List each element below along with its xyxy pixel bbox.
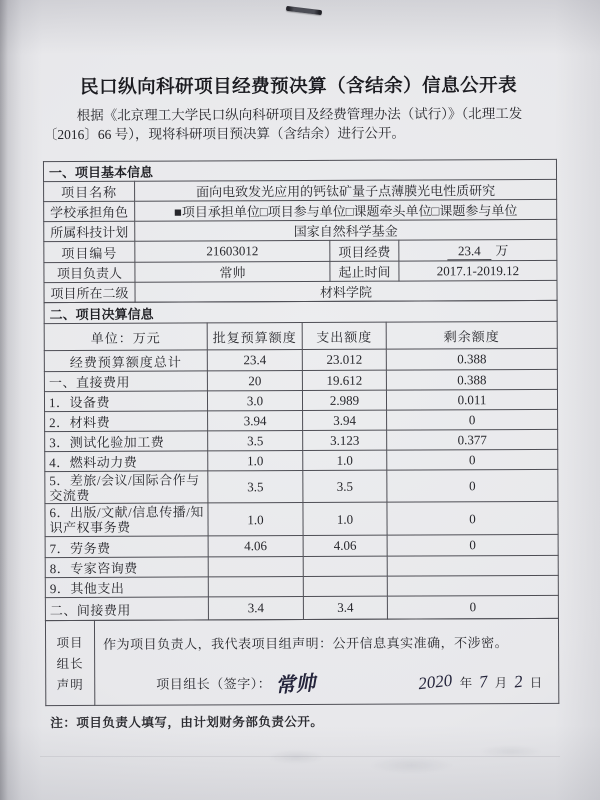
intro-paragraph <box>44 105 553 144</box>
budget-cell-spent: 4.06 <box>303 535 387 556</box>
table-row <box>44 348 557 371</box>
budget-cell-remaining: 0 <box>387 595 558 619</box>
budget-row-label: 7．劳务费 <box>45 536 208 558</box>
footer-note: 注：项目负责人填写，由计划财务部负责公开。 <box>50 714 324 731</box>
table-row <box>44 260 557 282</box>
budget-row-label: 1．设备费 <box>44 391 207 412</box>
funds-amount: 23.4 <box>447 243 491 260</box>
table-row <box>45 501 558 536</box>
funds-label: 项目经费 <box>330 240 399 261</box>
budget-cell-spent: 3.4 <box>303 596 387 619</box>
budget-row-label: 4．燃料动力费 <box>45 451 208 472</box>
table-row <box>45 409 558 431</box>
table-row <box>44 179 557 201</box>
month-unit-label: 月 <box>494 675 508 690</box>
period-value: 2017.1-2019.12 <box>399 260 557 281</box>
table-row <box>44 199 557 221</box>
budget-cell-approved: 4.06 <box>208 535 303 556</box>
table-row <box>45 618 558 705</box>
period-label: 起止时间 <box>330 261 399 281</box>
handwritten-signature: 常帅 <box>274 672 317 698</box>
table-row <box>45 429 558 451</box>
section-header-budget <box>44 300 557 323</box>
project-number-value: 21603012 <box>135 240 330 262</box>
year-unit-label: 年 <box>459 675 473 690</box>
funds-value-cell <box>399 239 557 261</box>
budget-header-row <box>44 321 557 350</box>
budget-cell-approved: 3.94 <box>208 410 303 430</box>
page-title: 民口纵向科研项目经费预决算（含结余）信息公开表 <box>80 76 518 98</box>
role-checkbox-value: ■项目承担单位□项目参与单位□课题牵头单位□课题参与单位 <box>135 199 557 221</box>
budget-row-label: 9．其他支出 <box>45 577 208 598</box>
table-row <box>45 469 558 503</box>
budget-cell-approved: 1.0 <box>208 450 303 470</box>
budget-cell-approved <box>208 556 303 576</box>
project-number-label: 项目编号 <box>44 241 135 262</box>
budget-col-spent: 支出额度 <box>302 322 386 349</box>
day-unit-label: 日 <box>529 675 543 690</box>
budget-cell-approved: 3.4 <box>208 596 303 619</box>
budget-cell-remaining: 0 <box>387 449 558 470</box>
budget-row-label: 一、直接费用 <box>44 371 207 392</box>
budget-cell-remaining: 0.388 <box>386 369 557 390</box>
budget-row-label: 5．差旅/会议/国际合作与交流费 <box>45 471 208 504</box>
budget-row-label: 3．测试化验加工费 <box>45 431 208 452</box>
intro-line-1: 根据《北京理工大学民口纵向科研项目及经费管理办法（试行）》（北理工发 <box>76 106 523 123</box>
budget-cell-spent <box>303 576 387 596</box>
declaration-label-line: 组长 <box>56 656 84 672</box>
budget-cell-approved: 20 <box>207 370 302 390</box>
declaration-label <box>45 620 94 705</box>
budget-cell-remaining <box>387 575 558 596</box>
table-row <box>44 389 557 411</box>
budget-cell-spent: 2.989 <box>302 390 386 410</box>
funds-unit: 万 <box>495 243 509 259</box>
budget-cell-approved: 3.5 <box>208 430 303 450</box>
budget-cell-spent: 1.0 <box>303 450 387 470</box>
table-row <box>45 595 558 620</box>
role-label: 学校承担角色 <box>44 201 135 221</box>
project-name-value: 面向电致发光应用的钙钛矿量子点薄膜光电性质研究 <box>135 179 557 201</box>
section-title-basic-info: 一、项目基本信息 <box>43 159 556 181</box>
table-row <box>44 239 557 262</box>
budget-cell-remaining: 0 <box>387 469 558 502</box>
program-value: 国家自然科学基金 <box>135 219 557 241</box>
budget-cell-spent: 19.612 <box>302 370 386 390</box>
budget-row-label: 8．专家咨询费 <box>45 557 208 578</box>
basic-info-table <box>43 159 558 303</box>
budget-cell-remaining: 0.388 <box>386 348 557 370</box>
budget-cell-spent <box>303 556 387 576</box>
table-row <box>44 369 557 391</box>
project-name-label: 项目名称 <box>44 181 135 201</box>
signature-label: 项目组长（签字）： <box>156 676 272 692</box>
signature-date <box>419 671 543 692</box>
budget-table <box>44 300 559 621</box>
budget-cell-spent: 3.94 <box>303 410 387 430</box>
table-row <box>45 575 558 597</box>
page-bleed-through-mark <box>230 735 560 790</box>
budget-col-unit: 单位：万元 <box>44 323 207 351</box>
budget-cell-approved <box>208 576 303 596</box>
budget-row-label: 二、间接费用 <box>45 597 208 621</box>
declaration-label-line: 项目 <box>56 635 84 651</box>
budget-cell-remaining: 0 <box>387 534 558 556</box>
budget-cell-approved: 3.5 <box>208 470 303 502</box>
handwritten-month: 7 <box>478 671 489 692</box>
declaration-statement: 作为项目负责人，我代表项目组声明：公开信息真实准确，不涉密。 <box>103 635 509 652</box>
section-header-basic-info <box>43 159 556 181</box>
declaration-body <box>94 618 558 705</box>
budget-cell-remaining <box>387 555 558 576</box>
budget-cell-spent: 3.5 <box>303 470 387 502</box>
budget-cell-spent: 1.0 <box>303 502 387 535</box>
budget-cell-remaining: 0 <box>387 409 558 430</box>
signature-row <box>101 667 552 698</box>
table-row <box>45 449 558 471</box>
budget-cell-approved: 23.4 <box>207 349 302 370</box>
declaration-label-line: 声明 <box>56 677 84 693</box>
budget-cell-approved: 1.0 <box>208 502 303 535</box>
budget-row-label: 经费预算额度总计 <box>44 350 207 372</box>
budget-cell-spent: 23.012 <box>302 349 386 370</box>
handwritten-year: 2020 <box>417 670 454 693</box>
budget-cell-approved: 3.0 <box>207 390 302 410</box>
budget-row-label: 6．出版/文献/信息传播/知识产权事务费 <box>45 503 208 537</box>
page-bleed-through-line <box>40 756 560 757</box>
pi-label: 项目负责人 <box>44 262 135 282</box>
pi-value: 常帅 <box>135 261 330 282</box>
declaration-table <box>45 618 559 706</box>
budget-col-remaining: 剩余额度 <box>386 321 557 349</box>
school-value: 材料学院 <box>135 280 557 302</box>
table-row <box>45 555 558 577</box>
budget-row-label: 2．材料费 <box>45 411 208 432</box>
budget-col-approved: 批复预算额度 <box>207 322 302 349</box>
section-title-budget: 二、项目决算信息 <box>44 300 557 323</box>
budget-cell-remaining: 0 <box>387 501 558 535</box>
handwritten-day: 2 <box>513 671 524 691</box>
budget-cell-spent: 3.123 <box>303 430 387 450</box>
table-row <box>44 219 557 241</box>
table-row <box>45 534 558 557</box>
budget-cell-remaining: 0.011 <box>386 389 557 410</box>
school-label: 项目所在二级 <box>44 282 135 302</box>
intro-line-2: 〔2016〕66 号），现将科研项目预决算（含结余）进行公开。 <box>43 125 405 142</box>
budget-cell-remaining: 0.377 <box>387 429 558 450</box>
program-label: 所属科技计划 <box>44 221 135 241</box>
